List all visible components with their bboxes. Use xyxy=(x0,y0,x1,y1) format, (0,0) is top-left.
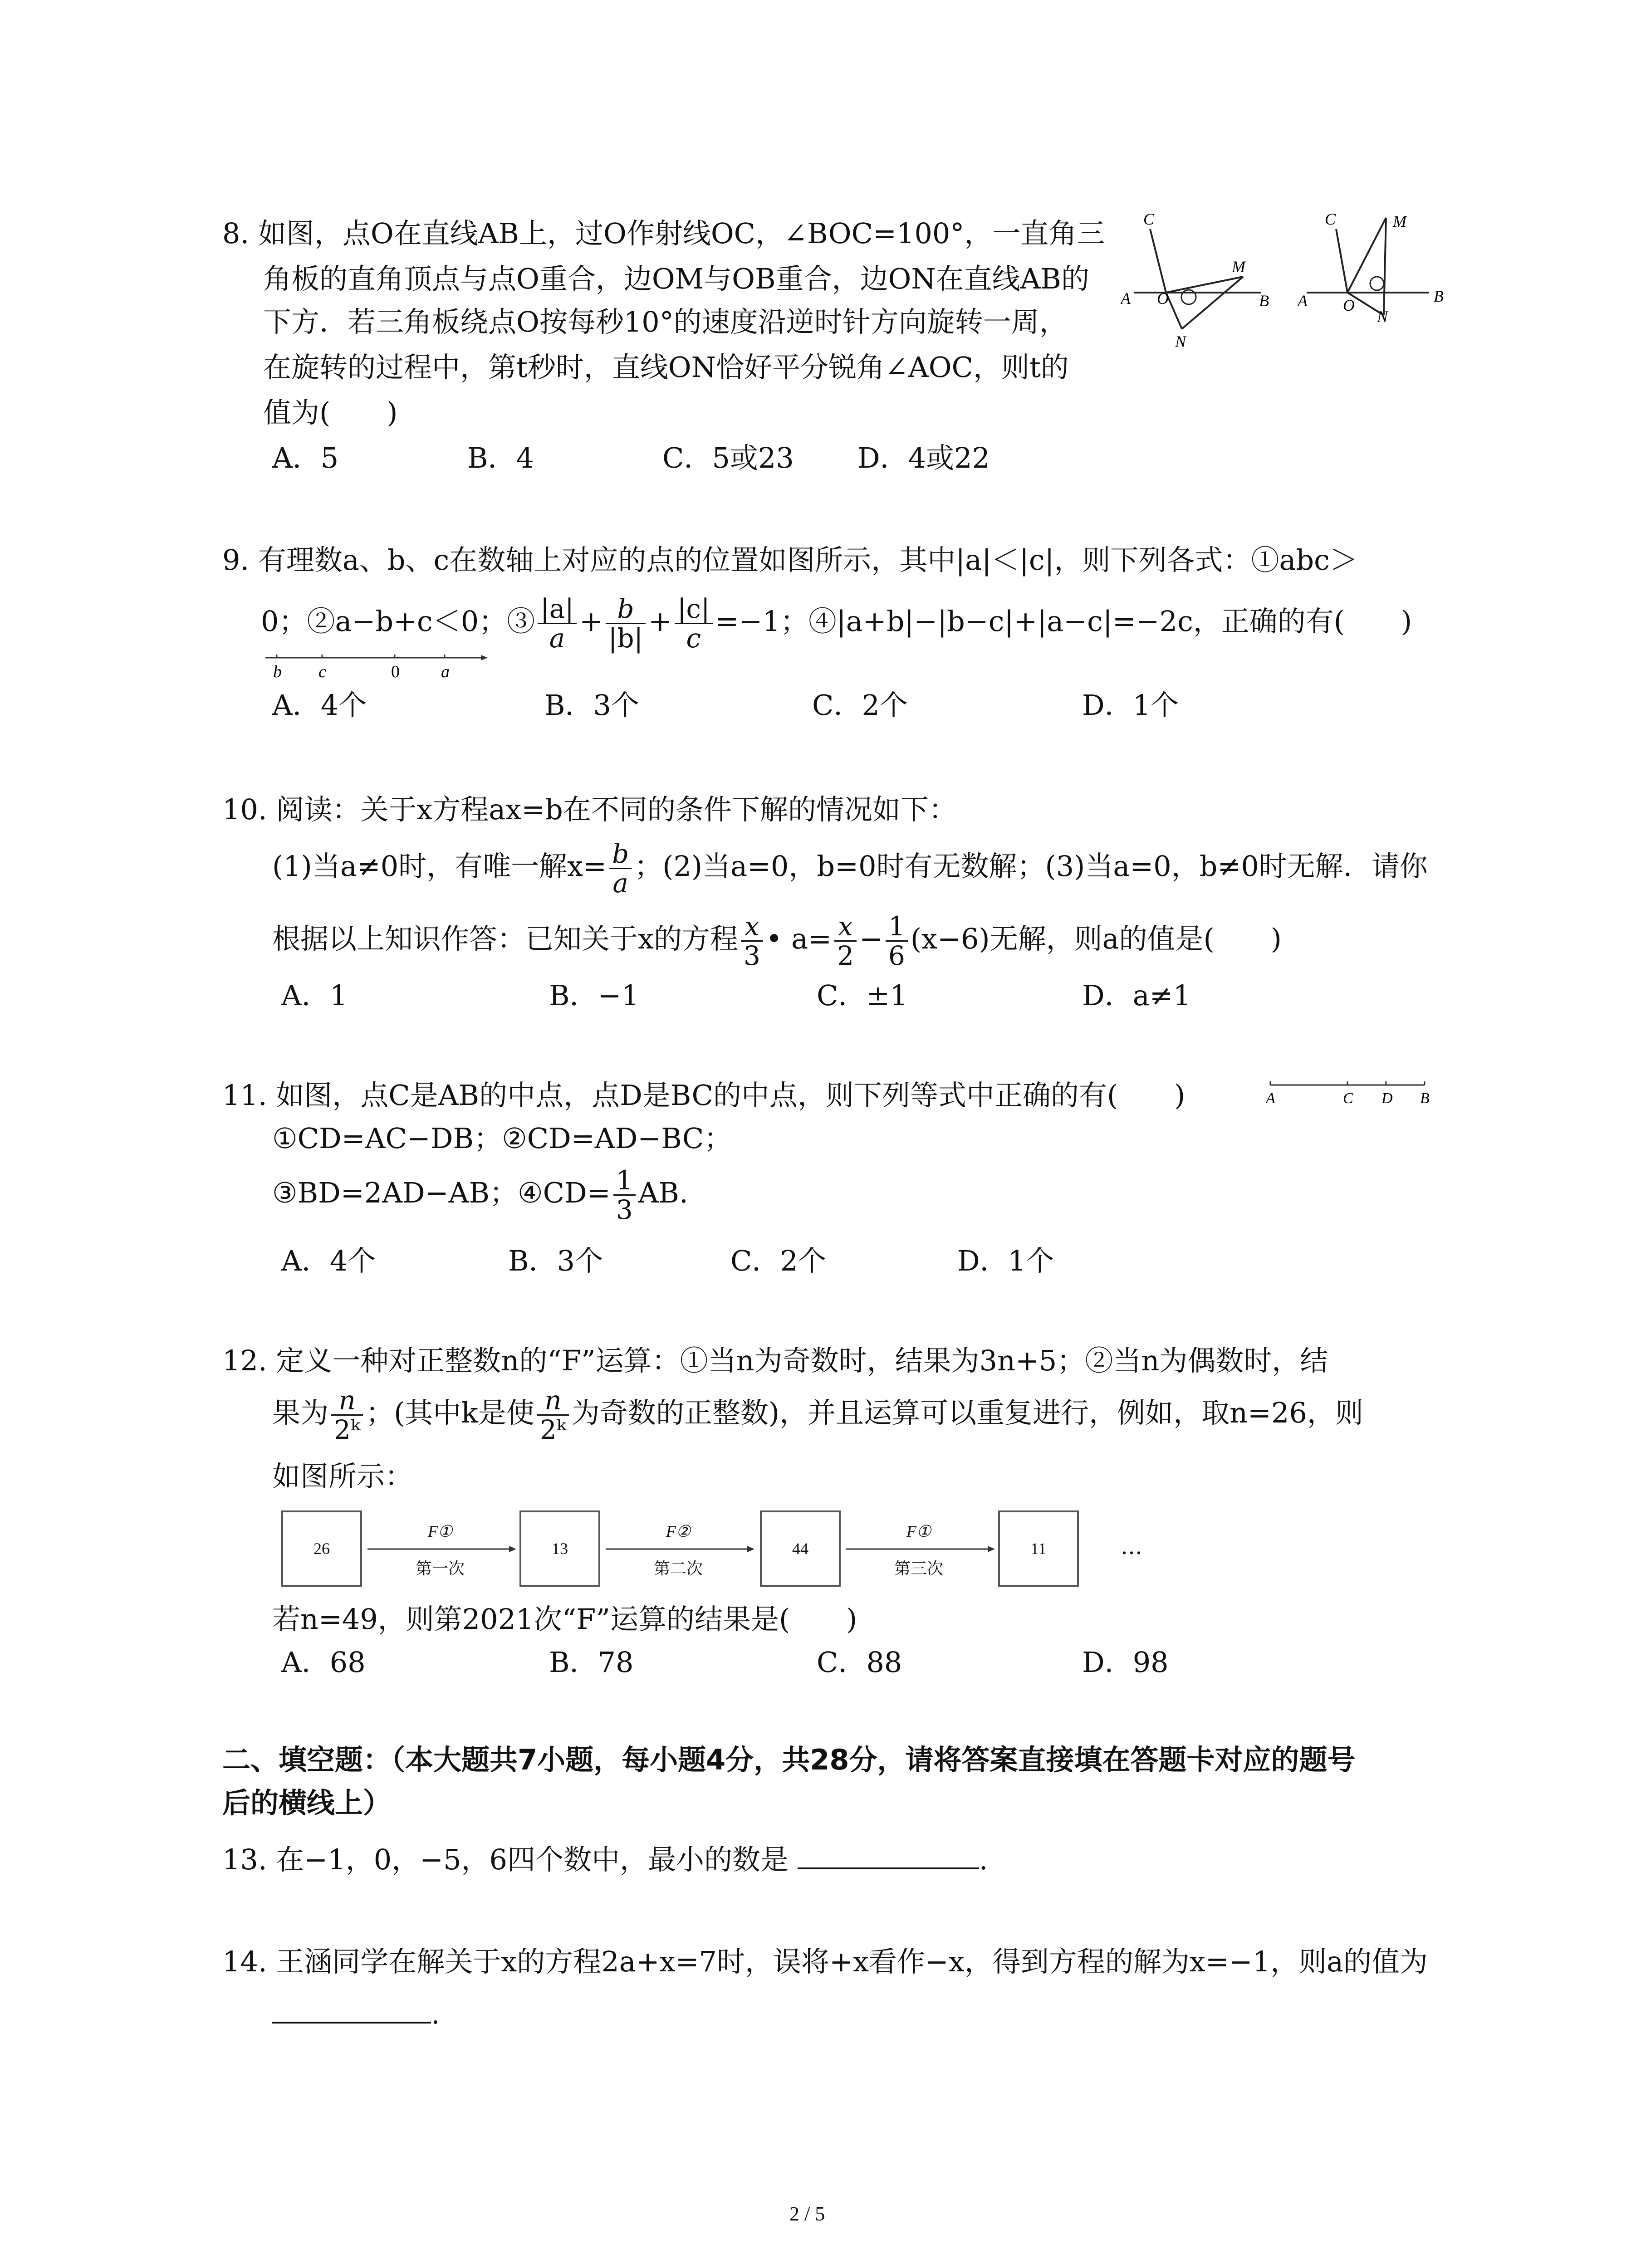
q10-fraction-2 xyxy=(741,912,763,970)
q11-fig-label-d: D xyxy=(1381,1090,1393,1107)
q9-line2-prefix: 0；②a−b+c＜0；③ xyxy=(261,605,535,638)
q8-line4: 在旋转的过程中，第t秒时，直线ON恰好平分锐角∠AOC，则t的 xyxy=(263,351,1069,384)
q10-f4-num: 1 xyxy=(886,912,908,942)
q9-number-line xyxy=(263,646,490,683)
flow-box-1: 26 xyxy=(281,1510,362,1587)
q11-option-a: A．4个 xyxy=(281,1244,376,1277)
q8-fig1-label-c: C xyxy=(1143,210,1155,228)
q12-line2 xyxy=(272,1381,1363,1445)
q8-fig1-label-a: A xyxy=(1121,289,1131,308)
q12-f2-num: n xyxy=(537,1386,569,1416)
q9-fraction-3 xyxy=(675,595,713,652)
q12-line2-c: 为奇数的正整数)，并且运算可以重复进行，例如，取n=26，则 xyxy=(571,1396,1363,1429)
q10-f3-num: x xyxy=(834,912,857,942)
flow-box-4: 11 xyxy=(998,1510,1079,1587)
flow-step-2: 第二次 xyxy=(653,1559,703,1578)
q10-line3 xyxy=(272,907,1282,971)
q8-fig2-label-o: O xyxy=(1343,296,1355,314)
q9-line2: 0；②a−b+c＜0；③ $\frac{|a|}{a}$ + $\frac{b}{|b|}$ + $\frac{|c|}{c}$ =−1；④|a+b|−|b−c|+|a−c|=−2c，正确的有( ) xyxy=(261,593,1412,654)
q12-fraction-1 xyxy=(331,1386,363,1444)
q14-answer-line xyxy=(272,1996,440,2032)
q9-f2-den: |b| xyxy=(608,623,643,654)
q8-line3: 下方．若三角板绕点O按每秒10°的速度沿逆时针方向旋转一周， xyxy=(263,305,1068,338)
q10-line1: 10. 阅读：关于x方程ax=b在不同的条件下解的情况如下： xyxy=(222,793,957,826)
flow-step-3: 第三次 xyxy=(894,1559,943,1578)
q12-option-a: A．68 xyxy=(281,1646,366,1679)
q11-fraction-1 xyxy=(613,1166,636,1224)
q10-f2-den: 3 xyxy=(743,940,760,972)
q12-option-d: D．98 xyxy=(1082,1646,1169,1679)
q12-f1-den: 2ᵏ xyxy=(334,1414,361,1446)
q11-f1-den: 3 xyxy=(616,1194,633,1226)
q11-option-c: C．2个 xyxy=(730,1244,826,1277)
q8-fig1-label-b: B xyxy=(1259,292,1269,310)
q8-figure-right xyxy=(1298,204,1452,340)
q12-line4: 若n=49，则第2021次“F”运算的结果是( ) xyxy=(272,1603,857,1636)
q10-line2-suffix: ；(2)当a=0，b=0时有无数解；(3)当a=0，b≠0时无解．请你 xyxy=(634,850,1428,883)
q10-fraction-1 xyxy=(609,840,632,897)
q9-fraction-2 xyxy=(606,595,646,652)
q8-fig1-label-n: N xyxy=(1175,332,1186,351)
q14-end: . xyxy=(431,1997,440,2030)
q11-line2: ①CD=AC−DB；②CD=AD−BC； xyxy=(272,1122,732,1155)
q10-fraction-4 xyxy=(886,912,908,970)
q10-option-c: C．±1 xyxy=(817,979,908,1012)
flow-box-3: 44 xyxy=(760,1510,841,1587)
q14-line: 14. 王涵同学在解关于x的方程2a+x=7时，误将+x看作−x，得到方程的解为x=−1，则a的值为 xyxy=(222,1945,1428,1978)
q10-option-d: D．a≠1 xyxy=(1082,979,1191,1012)
q12-option-c: C．88 xyxy=(817,1646,902,1679)
q14-answer-blank[interactable] xyxy=(272,1996,431,2024)
q8-line2: 角板的直角顶点与点O重合，边OM与OB重合，边ON在直线AB的 xyxy=(263,262,1089,295)
q8-fig2-label-n: N xyxy=(1377,308,1388,326)
q9-axis-a: a xyxy=(441,662,450,681)
q8-fig2-label-c: C xyxy=(1325,210,1336,228)
q11-fig-label-a: A xyxy=(1266,1090,1275,1107)
q10-f1-num: b xyxy=(609,840,632,869)
q10-line3-a: 根据以上知识作答：已知关于x的方程 xyxy=(272,922,738,955)
q9-f1-num: |a| xyxy=(538,595,577,624)
q8-option-c: C．5或23 xyxy=(662,441,794,474)
q12-option-b: B．78 xyxy=(549,1646,634,1679)
q11-line3-suffix: AB. xyxy=(638,1176,688,1209)
q10-f2-num: x xyxy=(741,912,763,942)
q9-line1: 9. 有理数a、b、c在数轴上对应的点的位置如图所示，其中|a|＜|c|，则下列各式：①abc＞ xyxy=(222,543,1358,577)
q11-option-b: B．3个 xyxy=(508,1244,603,1277)
q10-line3-d: (x−6)无解，则a的值是( ) xyxy=(910,922,1282,955)
q12-f1-num: n xyxy=(331,1386,363,1416)
q12-line2-b: ；(其中k是使 xyxy=(366,1396,534,1429)
q9-fraction-1 xyxy=(538,595,577,652)
page-number: 2 / 5 xyxy=(789,2203,825,2225)
q12-line2-a: 果为 xyxy=(272,1396,329,1429)
q9-option-d: D．1个 xyxy=(1082,689,1179,722)
q10-f4-den: 6 xyxy=(888,940,905,972)
q8-line1: 8. 如图，点O在直线AB上，过O作射线OC，∠BOC=100°，一直角三 xyxy=(222,217,1105,250)
q11-fig-label-c: C xyxy=(1343,1090,1353,1107)
q10-option-b: B．−1 xyxy=(549,979,639,1012)
q13-text: 13. 在−1，0，−5，6四个数中，最小的数是 xyxy=(222,1843,789,1876)
q13-line xyxy=(222,1842,988,1878)
q8-line5: 值为( ) xyxy=(263,396,398,429)
q9-f1-den: a xyxy=(549,623,565,654)
q8-option-d: D．4或22 xyxy=(857,441,990,474)
flow-op-1: F① xyxy=(427,1522,453,1540)
q12-line3: 如图所示： xyxy=(272,1460,413,1493)
q8-fig2-label-b: B xyxy=(1434,287,1444,305)
q11-line3-prefix: ③BD=2AD−AB；④CD= xyxy=(272,1176,611,1209)
q11-option-d: D．1个 xyxy=(957,1244,1054,1277)
flow-op-2: F② xyxy=(666,1522,691,1540)
q12-fraction-2 xyxy=(537,1386,569,1444)
q11-line3 xyxy=(272,1161,688,1225)
q8-option-a: A．5 xyxy=(272,441,339,474)
section-2-heading: 二、填空题：（本大题共7小题，每小题4分，共28分，请将答案直接填在答题卡对应的题号 xyxy=(222,1743,1356,1776)
flow-op-3: F① xyxy=(906,1522,931,1540)
q8-fig1-label-m: M xyxy=(1232,258,1245,276)
q10-option-a: A．1 xyxy=(281,979,348,1012)
flow-arrow-3 xyxy=(846,1545,996,1554)
q10-fraction-3 xyxy=(834,912,857,970)
q11-fig-label-b: B xyxy=(1420,1090,1430,1107)
flow-step-1: 第一次 xyxy=(415,1559,465,1578)
q10-line2 xyxy=(272,835,1428,898)
q10-f3-den: 2 xyxy=(837,940,854,972)
q13-end: . xyxy=(979,1843,988,1876)
q9-axis-c: c xyxy=(318,662,326,681)
q10-line3-c: − xyxy=(859,922,883,955)
q8-figure-left xyxy=(1121,204,1288,354)
q11-f1-num: 1 xyxy=(613,1166,636,1196)
q9-option-c: C．2个 xyxy=(812,689,908,722)
flow-arrow-2 xyxy=(606,1545,755,1554)
q9-line2-suffix: =−1；④|a+b|−|b−c|+|a−c|=−2c，正确的有( ) xyxy=(715,605,1412,638)
q8-fig2-label-a: A xyxy=(1298,292,1308,310)
q9-axis-zero: 0 xyxy=(391,662,400,681)
q12-line1: 12. 定义一种对正整数n的“F”运算：①当n为奇数时，结果为3n+5；②当n为偶数时，结 xyxy=(222,1344,1328,1377)
q8-fig1-label-o: O xyxy=(1157,289,1169,308)
q9-axis-b: b xyxy=(273,662,282,681)
q9-option-b: B．3个 xyxy=(544,689,640,722)
flow-arrow-1 xyxy=(367,1545,517,1554)
flow-ellipsis: … xyxy=(1121,1534,1142,1559)
q13-answer-blank[interactable] xyxy=(798,1842,979,1869)
section-2-heading-line2: 后的横线上） xyxy=(222,1786,392,1819)
q9-f3-den: c xyxy=(686,623,701,654)
q10-line3-b: • a= xyxy=(765,922,832,955)
q8-fig2-label-m: M xyxy=(1393,212,1406,230)
q9-option-a: A．4个 xyxy=(272,689,367,722)
q11-line1: 11. 如图，点C是AB的中点，点D是BC的中点，则下列等式中正确的有( ) xyxy=(222,1079,1185,1112)
flow-box-2: 13 xyxy=(519,1510,600,1587)
q9-f3-num: |c| xyxy=(675,595,713,624)
q12-f2-den: 2ᵏ xyxy=(539,1414,566,1446)
q10-line2-prefix: (1)当a≠0时，有唯一解x= xyxy=(272,850,607,883)
q11-segment-figure xyxy=(1266,1075,1438,1111)
q10-f1-den: a xyxy=(612,868,628,899)
q8-option-b: B．4 xyxy=(467,441,534,474)
q9-f2-num: b xyxy=(606,595,646,624)
